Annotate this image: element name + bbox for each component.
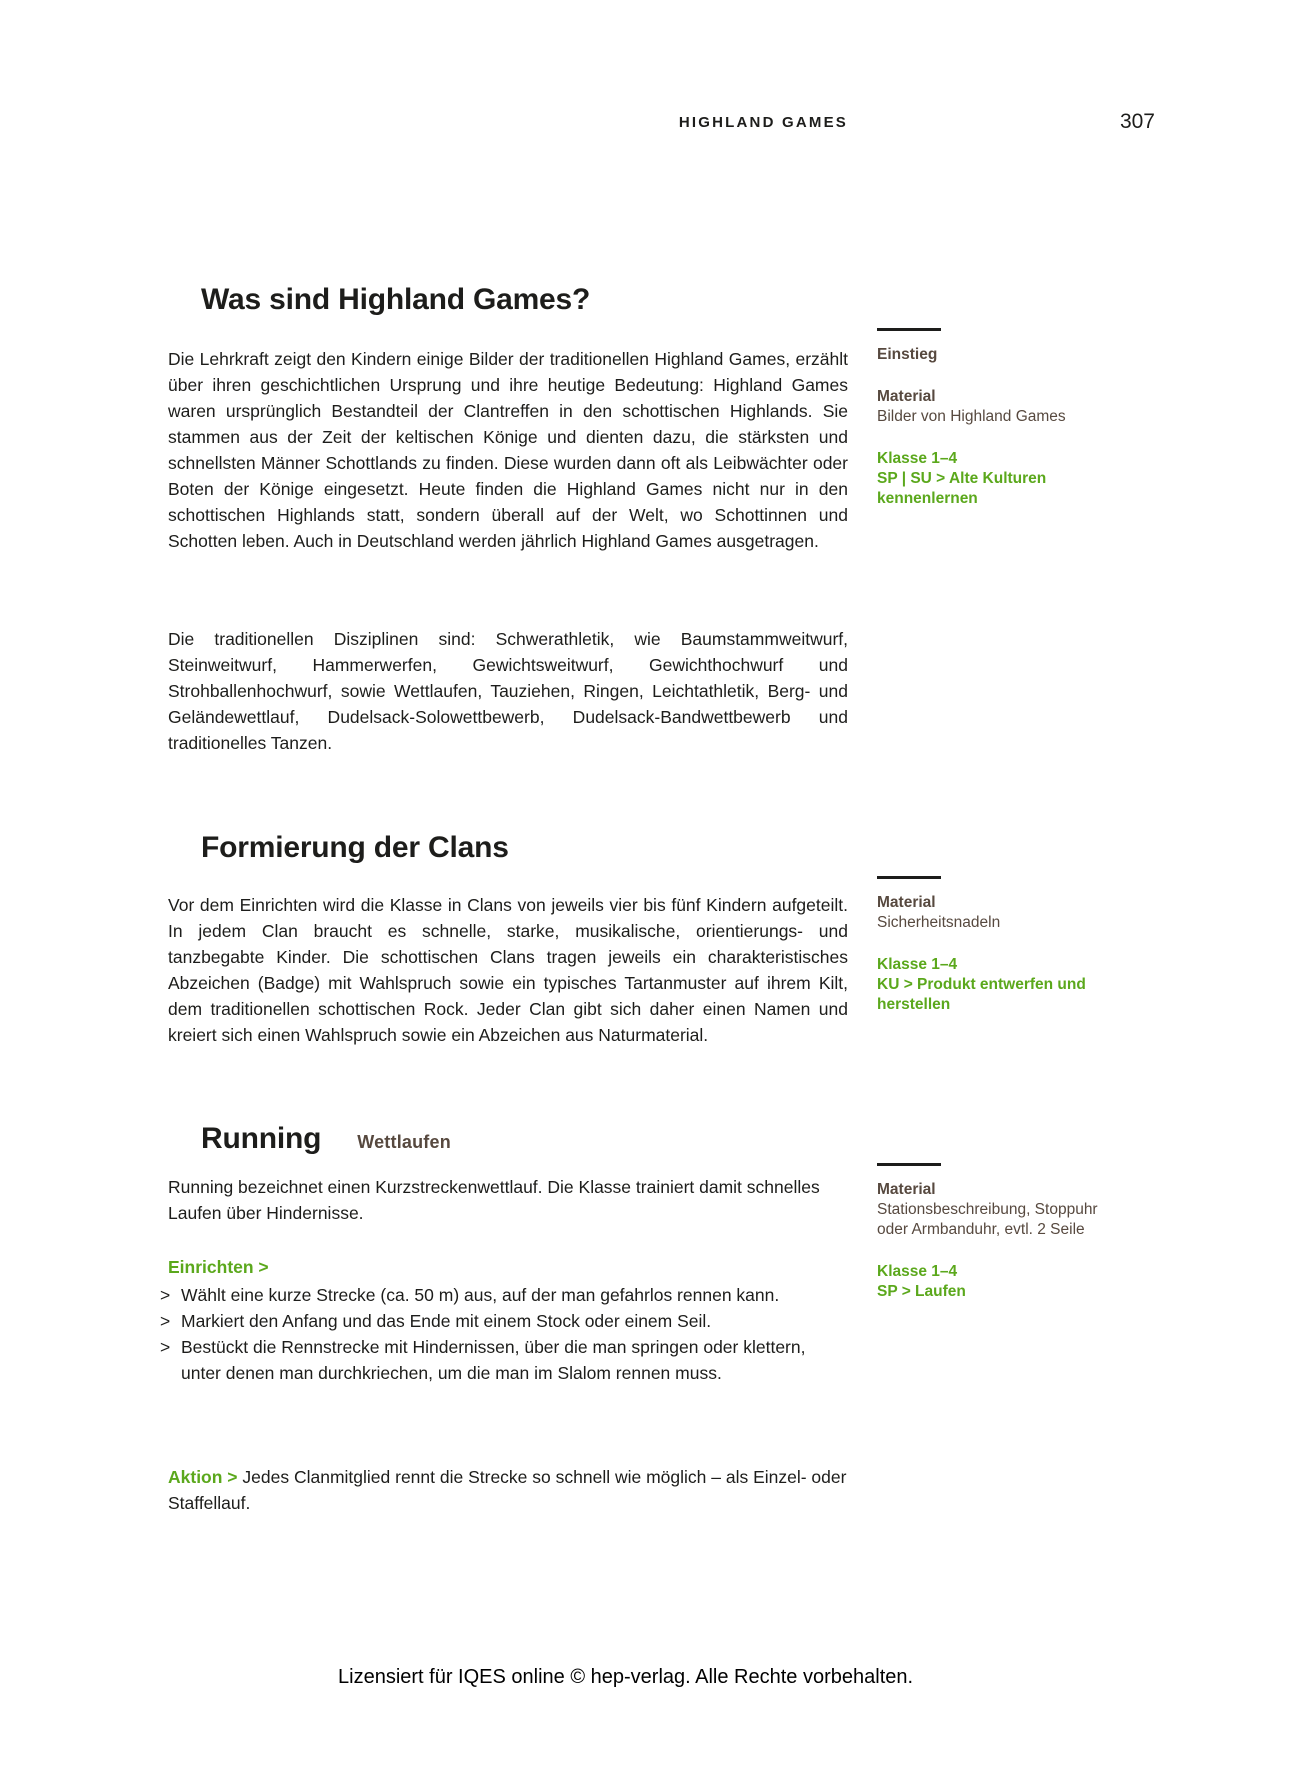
- material-label: Material: [877, 1181, 936, 1198]
- main-column: [160, 0, 848, 1772]
- material-value: Sicherheitsnadeln: [877, 914, 1001, 931]
- list-item-text: Wählt eine kurze Strecke (ca. 50 m) aus, auf der man gefahrlos rennen kann.: [181, 1285, 780, 1305]
- list-item: [160, 1282, 848, 1308]
- action-label: Aktion >: [168, 1467, 238, 1487]
- running-head: HIGHLAND GAMES: [678, 114, 848, 131]
- klasse-value: Klasse 1–4: [877, 450, 958, 467]
- chevron-marker: >: [160, 1311, 171, 1331]
- footer-license: Lizensiert für IQES online © hep-verlag. Alle Rechte vorbehalten.: [338, 1666, 914, 1688]
- section-title-running: [168, 1122, 848, 1156]
- klasse-group: [877, 955, 1117, 1015]
- phase-group: [877, 345, 1117, 365]
- sidebar-block-einstieg: [877, 328, 1117, 509]
- list-item-text: Bestückt die Rennstrecke mit Hindernissen, über die man springen oder klettern, unter denen man durchkriechen, um die man im Slalom rennen muss.: [181, 1337, 806, 1383]
- paragraph: Running bezeichnet einen Kurzstreckenwettlauf. Die Klasse trainiert damit schnelles Laufen über Hindernisse.: [168, 1177, 820, 1223]
- klasse-group: [877, 449, 1117, 509]
- section-title-was-sind-highland-games: Was sind Highland Games?: [201, 283, 591, 316]
- material-value: Stationsbeschreibung, Stoppuhr oder Armbanduhr, evtl. 2 Seile: [877, 1201, 1098, 1238]
- material-group: [877, 387, 1117, 427]
- paragraph: Die traditionellen Disziplinen sind: Schwerathletik, wie Baumstammweitwurf, Steinweitwurf, Hammerwerfen, Gewichtsweitwurf, Gewichthochwurf und Strohballenhochwurf, sowie Wettlaufen, Tauziehen, Ringen, Leichtathletik, Berg- und Geländewettlauf, Dudelsack-Solowettbewerb, Dudelsack-Bandwettbewerb und traditionelles Tanzen.: [168, 629, 848, 753]
- paragraph: Die Lehrkraft zeigt den Kindern einige Bilder der traditionellen Highland Games, erzählt über ihren geschichtlichen Ursprung und ihre heutige Bedeutung: Highland Games waren ursprünglich Bestandteil der Clantreffen in den schottischen Highlands. Sie stammen aus der Zeit der keltischen Könige und dienten dazu, die stärksten und schnellsten Männer Schottlands zu finden. Diese wurden dann oft als Leibwächter oder Boten der Könige eingesetzt. Heute finden die Highland Games nicht nur in den schottischen Highlands statt, sondern überall auf der Welt, wo Schottinnen und Schotten leben. Auch in Deutschland werden jährlich Highland Games ausgetragen.: [168, 349, 848, 551]
- material-group: [877, 893, 1117, 933]
- klasse-value: Klasse 1–4: [877, 956, 958, 973]
- page-number: 307: [1119, 110, 1155, 133]
- section-rule: [877, 1163, 941, 1166]
- section-subtitle: Wettlaufen: [357, 1132, 451, 1152]
- chevron-marker: >: [160, 1285, 171, 1305]
- material-value: Bilder von Highland Games: [877, 408, 1066, 425]
- setup-list: [160, 1282, 848, 1386]
- section-title-text: Running: [201, 1122, 322, 1155]
- chevron-marker: >: [160, 1337, 171, 1357]
- paragraph: Vor dem Einrichten wird die Klasse in Clans von jeweils vier bis fünf Kindern aufgeteilt. In jedem Clan braucht es schnelle, starke, musikalische, orientierungs- und tanzbegabte Kinder. Die schottischen Clans tragen jeweils ein charakteristisches Abzeichen (Badge) mit Wahlspruch sowie ein typisches Tartanmuster auf ihrem Kilt, dem traditionellen schottischen Rock. Jeder Clan gibt sich daher einen Namen und kreiert sich einen Wahlspruch sowie ein Abzeichen aus Naturmaterial.: [168, 895, 848, 1045]
- section-rule: [877, 328, 941, 331]
- action-paragraph: [168, 1464, 848, 1516]
- material-group: [877, 1180, 1117, 1240]
- setup-label: Einrichten >: [168, 1257, 269, 1277]
- action-text: Jedes Clanmitglied rennt die Strecke so schnell wie möglich – als Einzel- oder Staffellauf.: [168, 1467, 847, 1513]
- klasse-value: Klasse 1–4: [877, 1263, 958, 1280]
- list-item: [160, 1334, 848, 1386]
- kompetenz-value: SP | SU > Alte Kulturen kennenlernen: [877, 470, 1047, 507]
- sidebar-block-formierung: [877, 876, 1117, 1015]
- kompetenz-value: KU > Produkt entwerfen und herstellen: [877, 976, 1086, 1013]
- sidebar-block-running: [877, 1163, 1117, 1302]
- klasse-group: [877, 1262, 1117, 1302]
- kompetenz-value: SP > Laufen: [877, 1283, 966, 1300]
- list-item: [160, 1308, 848, 1334]
- material-label: Material: [877, 894, 936, 911]
- section-title-formierung-der-clans: Formierung der Clans: [201, 831, 509, 864]
- phase-label: Einstieg: [877, 346, 938, 363]
- section-rule: [877, 876, 941, 879]
- list-item-text: Markiert den Anfang und das Ende mit einem Stock oder einem Seil.: [181, 1311, 712, 1331]
- material-label: Material: [877, 388, 936, 405]
